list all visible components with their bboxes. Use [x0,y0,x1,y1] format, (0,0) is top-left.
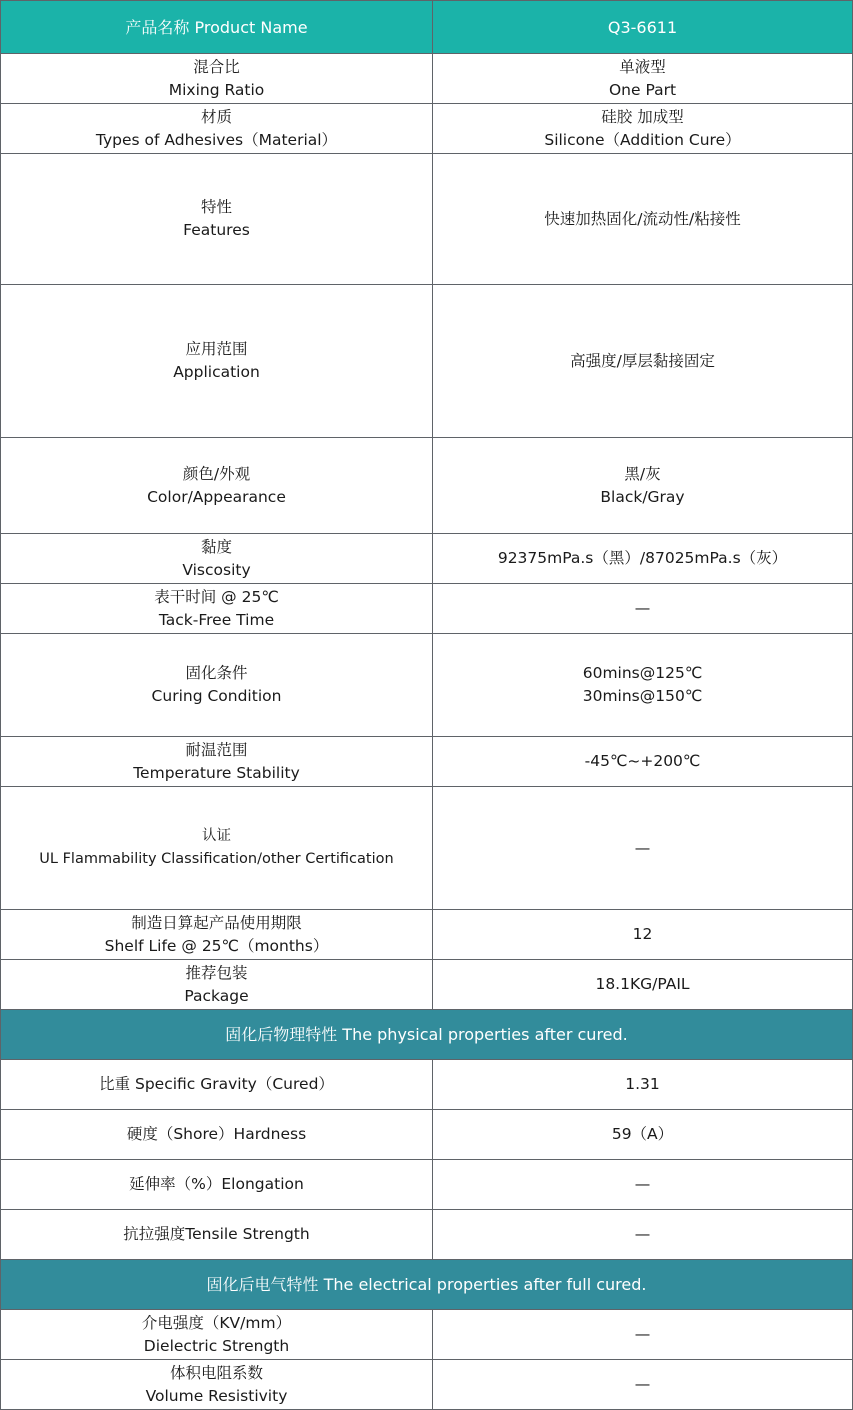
row-value: -45℃~+200℃ [584,752,701,770]
row-value: 59（A） [433,1110,853,1160]
row-label-en: Dielectric Strength [143,1336,290,1355]
row-value: — [433,1160,853,1210]
row-label-en: Volume Resistivity [145,1386,288,1405]
row-value-2: Black/Gray [600,487,685,506]
row-label-zh: 材质 [200,107,232,126]
row-value: 高强度/厚层黏接固定 [570,351,715,370]
section-title: 固化后物理特性 The physical properties after cured. [1,1010,853,1060]
header-label: 产品名称 Product Name [1,1,433,54]
row-label-en: Application [173,363,260,381]
row-label: 延伸率（%）Elongation [1,1160,433,1210]
row-value: 92375mPa.s（黑）/87025mPa.s（灰） [497,549,788,567]
row-value: 黑/灰 [624,464,661,483]
row-label-zh: 制造日算起产品使用期限 [131,913,302,932]
row-label-en: Tack-Free Time [158,610,275,629]
section-title: 固化后电气特性 The electrical properties after full cured. [1,1260,853,1310]
row-value: — [634,599,651,617]
table-row [1,1310,853,1360]
row-value: 18.1KG/PAIL [595,975,690,993]
table-row [1,910,853,960]
table-row [1,104,853,154]
row-value: 快速加热固化/流动性/粘接性 [544,209,741,228]
row-label-en: Viscosity [182,560,251,579]
table-row [1,438,853,534]
row-value: — [433,1210,853,1260]
row-value-2: One Part [608,80,677,99]
section-header-electrical [1,1260,853,1310]
row-value-2: 30mins@150℃ [582,687,703,705]
row-label-en: Curing Condition [151,687,282,705]
row-label-zh: 表干时间 @ 25℃ [154,587,279,606]
row-value: 1.31 [433,1060,853,1110]
row-value: — [634,838,651,857]
row-value: — [433,1360,853,1410]
row-label-zh: 耐温范围 [185,740,248,759]
section-header-physical [1,1010,853,1060]
table-row [1,534,853,584]
row-value: 单液型 [619,57,666,76]
row-label-en: Mixing Ratio [168,80,265,99]
table-row [1,1160,853,1210]
row-label-zh: 颜色/外观 [182,464,251,483]
row-label-zh: 特性 [200,198,232,216]
row-value: 硅胶 加成型 [601,107,684,126]
row-label-zh: 黏度 [200,537,232,556]
table-row [1,634,853,737]
row-label-zh: 固化条件 [185,664,248,682]
row-label-zh: 体积电阻系数 [169,1363,263,1382]
row-label: 硬度（Shore）Hardness [1,1110,433,1160]
row-label: 抗拉强度Tensile Strength [1,1210,433,1260]
table-row [1,1210,853,1260]
row-label-en: Temperature Stability [133,763,300,782]
table-row [1,960,853,1010]
row-label-zh: 混合比 [193,57,240,76]
row-label-en: Shelf Life @ 25℃（months） [104,936,329,955]
row-label-en: Features [183,221,250,239]
table-row [1,285,853,438]
row-label-en: UL Flammability Classification/other Certification [39,851,394,867]
header-row [1,1,853,54]
table-row [1,54,853,104]
row-label-en: Types of Adhesives（Material） [95,130,338,149]
row-label-zh: 认证 [202,828,231,844]
row-label-zh: 应用范围 [185,340,248,358]
row-label-zh: 介电强度（KV/mm） [141,1313,292,1332]
table-row [1,1360,853,1410]
table-row [1,154,853,285]
table-row [1,737,853,787]
row-value: 12 [632,925,653,943]
row-label-en: Package [184,986,249,1005]
row-label: 比重 Specific Gravity（Cured） [1,1060,433,1110]
row-value: — [433,1310,853,1360]
table-row [1,1060,853,1110]
row-value: 60mins@125℃ [582,664,703,682]
row-label-zh: 推荐包装 [185,963,248,982]
table-row [1,1110,853,1160]
table-row [1,787,853,910]
row-label-en: Color/Appearance [147,487,286,506]
row-value-2: Silicone（Addition Cure） [544,130,741,149]
header-value: Q3-6611 [433,1,853,54]
table-row [1,584,853,634]
